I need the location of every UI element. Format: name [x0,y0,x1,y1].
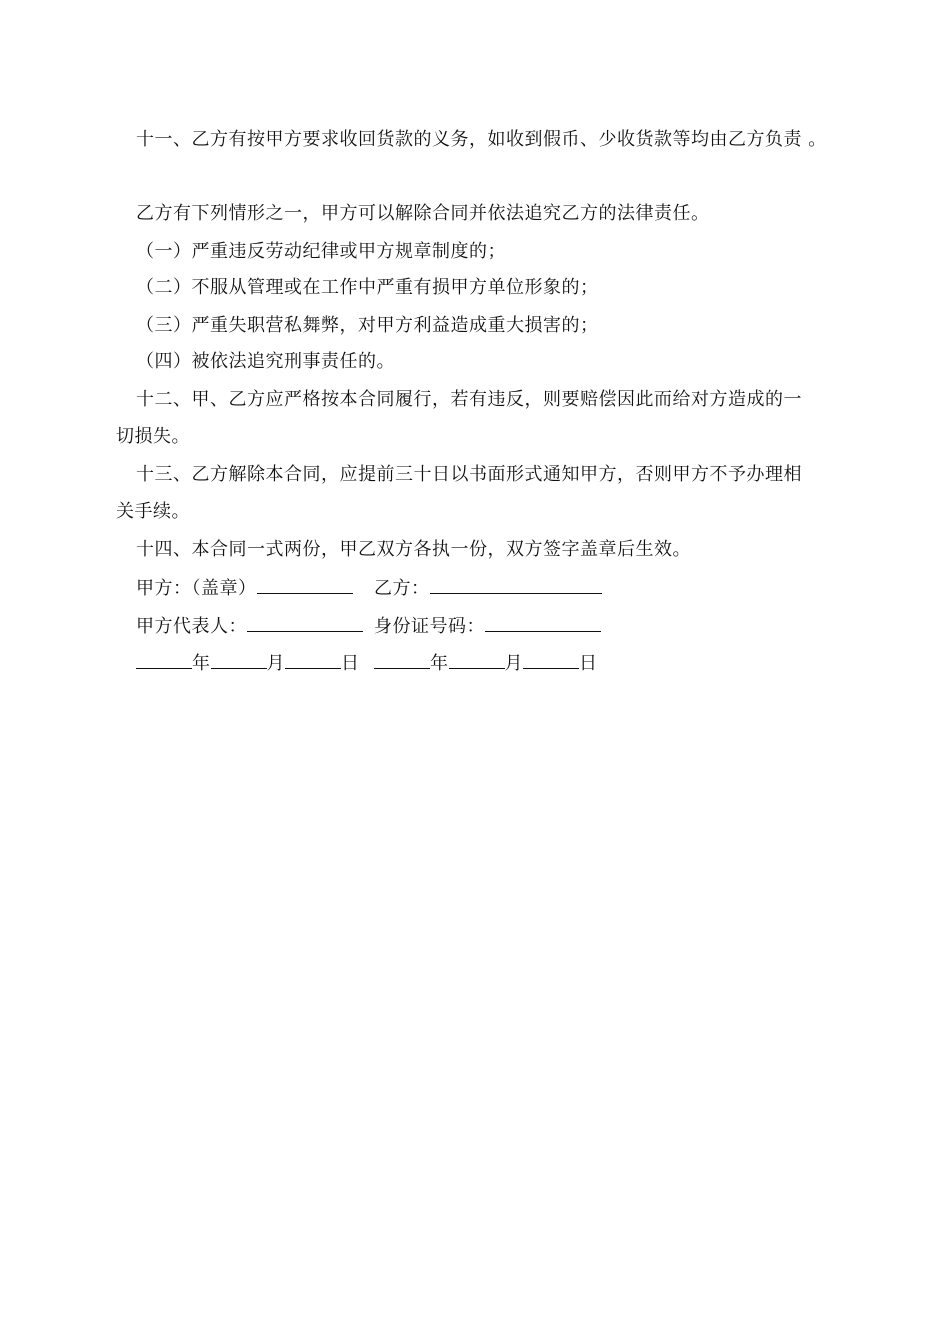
party-a-seal-blank[interactable] [257,575,353,594]
clause-11: 十一、乙方有按甲方要求收回货款的义务，如收到假币、少收货款等均由乙方负责 。 [136,129,827,150]
termination-item-2: （二）不服从管理或在工作中严重有损甲方单位形象的； [136,277,599,298]
clause-14: 十四、本合同一式两份，甲乙双方各执一份，双方签字盖章后生效。 [136,539,691,560]
party-b-year-blank[interactable] [374,650,430,669]
id-row [374,613,601,639]
clause-13-line-1: 十三、乙方解除本合同，应提前三十日以书面形式通知甲方，否则甲方不予办理相 [136,464,802,485]
party-a-day-label: 日 [341,653,360,674]
party-a-day-blank[interactable] [285,650,341,669]
clause-13-line-2: 关手续。 [116,501,190,522]
party-a-label: 甲方：（盖章） [136,578,257,599]
party-b-label: 乙方： [374,578,430,599]
termination-item-4: （四）被依法追究刑事责任的。 [136,351,395,372]
party-b-month-label: 月 [504,653,523,674]
id-blank[interactable] [485,613,601,632]
party-a-month-label: 月 [266,653,285,674]
party-a-date [136,650,360,676]
party-b-month-blank[interactable] [449,650,505,669]
party-b-year-label: 年 [430,653,449,674]
party-b-row [374,575,602,601]
party-a-month-blank[interactable] [211,650,267,669]
party-a-seal-row [136,575,353,601]
party-a-year-blank[interactable] [136,650,192,669]
party-b-day-blank[interactable] [523,650,579,669]
termination-item-1: （一）严重违反劳动纪律或甲方规章制度的； [136,241,506,262]
rep-label: 甲方代表人： [136,616,247,637]
party-a-year-label: 年 [192,653,211,674]
rep-blank[interactable] [247,613,363,632]
clause-12-line-2: 切损失。 [116,426,190,447]
termination-intro: 乙方有下列情形之一，甲方可以解除合同并依法追究乙方的法律责任。 [136,203,710,224]
party-b-blank[interactable] [430,575,602,594]
party-b-date [374,650,598,676]
party-b-day-label: 日 [579,653,598,674]
id-label: 身份证号码： [374,616,485,637]
termination-item-3: （三）严重失职营私舞弊，对甲方利益造成重大损害的； [136,315,599,336]
clause-12-line-1: 十二、甲、乙方应严格按本合同履行，若有违反，则要赔偿因此而给对方造成的一 [136,389,802,410]
rep-row [136,613,363,639]
